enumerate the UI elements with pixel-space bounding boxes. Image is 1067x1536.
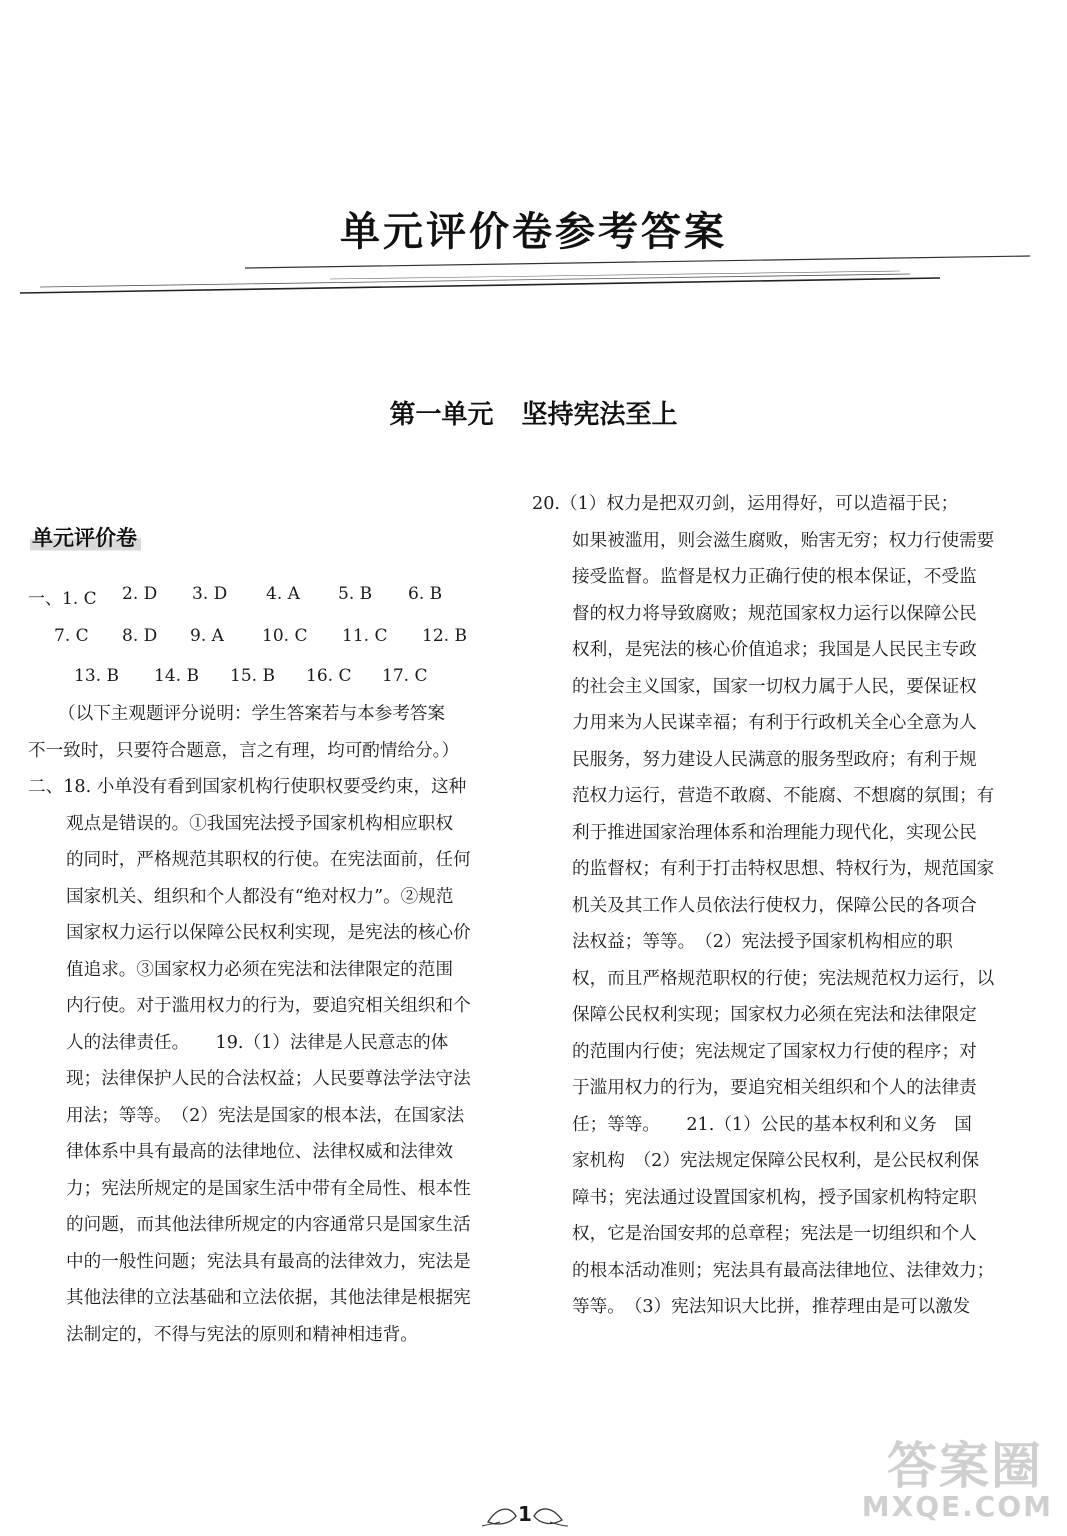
- text-line: （以下主观题评分说明：学生答案若与本参考答案: [58, 704, 446, 724]
- page-number: [480, 1500, 570, 1532]
- text-line: 的监督权；有利于打击特权思想、特权行为，规范国家: [572, 859, 995, 879]
- text-line: 值追求。③国家权力必须在宪法和法律限定的范围: [66, 959, 454, 980]
- mc-answer-row: [28, 584, 498, 608]
- watermark-url: MXQE.COM: [861, 1490, 1053, 1523]
- text-line: 国家权力运行以保障公民权利实现，是宪法的核心价: [66, 923, 471, 943]
- mc-answer: 4. A: [266, 584, 300, 604]
- text-line: 观点是错误的。①我国宪法授予国家机构相应职权: [66, 813, 454, 834]
- text-line: 的同时，严格规范其职权的行使。在宪法面前，任何: [66, 850, 471, 870]
- mc-answer: 3. D: [192, 584, 228, 604]
- text-line: 内行使。对于滥用权力的行为，要追究相关组织和个: [66, 996, 471, 1016]
- text-line: 接受监督。监督是权力正确行使的根本保证，不受监: [572, 567, 977, 587]
- text-line: 不一致时，只要符合题意，言之有理，均可酌情给分。）: [28, 740, 460, 761]
- text-line: 力用来为人民谋幸福；有利于行政机关全心全意为人: [572, 713, 977, 733]
- text-line: 任；等等。 21.（1）公民的基本权利和义务 国: [572, 1114, 972, 1135]
- page-title: 单元评价卷参考答案: [340, 209, 727, 255]
- mc-answer: 6. B: [408, 584, 443, 604]
- text-line: 的问题，而其他法律所规定的内容通常只是国家生活: [66, 1215, 471, 1235]
- text-line: 用法；等等。 （2）宪法是国家的根本法，在国家法: [66, 1105, 465, 1126]
- section-heading: 单元评价卷: [30, 522, 141, 552]
- text-line: 于滥用权力的行为，要追究相关组织和个人的法律责: [572, 1078, 977, 1098]
- text-line: 的社会主义国家，国家一切权力属于人民，要保证权: [572, 676, 977, 697]
- text-line: 法权益；等等。 （2）宪法授予国家机构相应的职: [572, 932, 953, 952]
- title-rule: [0, 250, 1067, 300]
- mc-answer: 16. C: [306, 666, 352, 686]
- mc-answer: 2. D: [122, 584, 158, 604]
- right-column-text: [532, 486, 1002, 1326]
- text-line: 如果被滥用，则会滋生腐败，贻害无穷；权力行使需要: [572, 530, 995, 551]
- text-line: 的范围内行使；宪法规定了国家权力行使的程序；对: [572, 1041, 977, 1062]
- text-line: 权利，是宪法的核心价值追求；我国是人民民主专政: [572, 640, 977, 660]
- mc-answer: 10. C: [262, 626, 308, 646]
- text-line: 等等。 （3）宪法知识大比拼，推荐理由是可以激发: [572, 1297, 971, 1317]
- mc-answer: 12. B: [422, 626, 467, 646]
- mc-answer: 5. B: [338, 584, 373, 604]
- mc-answer: 7. C: [54, 626, 89, 646]
- mc-answer: 15. B: [230, 666, 275, 686]
- text-line: 范权力运行，营造不敢腐、不能腐、不想腐的氛围；有: [572, 786, 995, 806]
- unit-number: 第一单元: [389, 400, 494, 430]
- text-line: 保障公民权利实现；国家权力必须在宪法和法律限定: [572, 1005, 977, 1025]
- text-line: 法制定的，不得与宪法的原则和精神相违背。: [66, 1324, 418, 1345]
- text-line: 机关及其工作人员依法行使权力，保障公民的各项合: [572, 895, 977, 916]
- mc-answer: 14. B: [154, 666, 199, 686]
- text-line: 家机构 （2）宪法规定保障公民权利，是公民权利保: [572, 1151, 980, 1171]
- text-line: 其他法律的立法基础和立法依据，其他法律是根据宪: [66, 1288, 471, 1308]
- rule-line-4: [330, 271, 900, 279]
- text-line: 人的法律责任。 19.（1）法律是人民意志的体: [66, 1032, 449, 1053]
- text-line: 中的一般性问题；宪法具有最高的法律效力，宪法是: [66, 1251, 471, 1272]
- text-line: 利于推进国家治理体系和治理能力现代化，实现公民: [572, 822, 977, 843]
- text-line: 律体系中具有最高的法律地位、法律权威和法律效: [66, 1142, 454, 1162]
- mc-answer: 11. C: [342, 626, 388, 646]
- text-line: 权，而且严格规范职权的行使；宪法规范权力运行，以: [572, 968, 995, 989]
- watermark: [863, 1426, 1053, 1526]
- mc-answer-row: [28, 666, 498, 690]
- text-line: 力；宪法所规定的是国家生活中带有全局性、根本性: [66, 1178, 471, 1199]
- mc-answer: 17. C: [382, 666, 428, 686]
- text-line: 督的权力将导致腐败；规范国家权力运行以保障公民: [572, 603, 977, 624]
- text-line: 障书；宪法通过设置国家机构，授予国家机构特定职: [572, 1187, 977, 1208]
- mc-answer: 一、1. C: [28, 589, 97, 609]
- mc-answer: 13. B: [74, 666, 119, 686]
- mc-answer: 9. A: [190, 626, 224, 646]
- unit-title: [0, 394, 1067, 431]
- page-number-text: 1: [518, 1502, 532, 1526]
- text-line: 20.（1）权力是把双刃剑，运用得好，可以造福于民；: [532, 494, 959, 514]
- left-column-text: [28, 696, 498, 1353]
- text-line: 国家机关、组织和个人都没有“绝对权力”。②规范: [66, 886, 454, 907]
- text-line: 民服务，努力建设人民满意的服务型政府；有利于规: [572, 749, 977, 770]
- text-line: 二、18. 小单没有看到国家机构行使职权要受约束，这种: [28, 777, 467, 797]
- text-line: 的根本活动准则；宪法具有最高法律地位、法律效力；: [572, 1260, 995, 1281]
- rule-line-1: [245, 256, 1030, 268]
- mc-answer-row: [28, 626, 498, 650]
- text-line: 现；法律保护人民的合法权益；人民要尊法学法守法: [66, 1069, 471, 1089]
- text-line: 权，它是治国安邦的总章程；宪法是一切组织和个人: [572, 1224, 977, 1244]
- watermark-logo-text: 答案圈: [887, 1437, 1043, 1495]
- unit-name: 坚持宪法至上: [521, 400, 678, 430]
- mc-answer: 8. D: [122, 626, 158, 646]
